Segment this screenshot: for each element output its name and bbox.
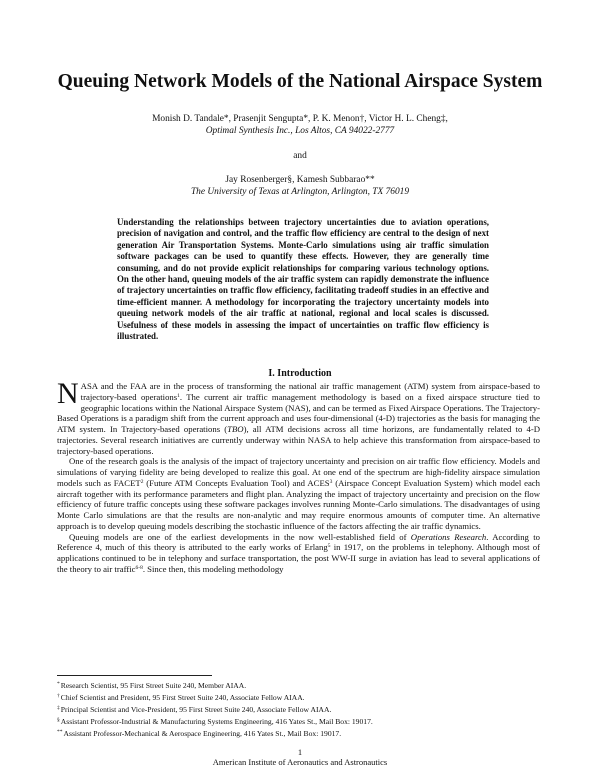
footnote xyxy=(57,679,547,691)
introduction-body xyxy=(57,377,541,575)
footnotes xyxy=(57,679,547,739)
footnote xyxy=(57,703,547,715)
p1-text-b: . The current air traffic management methodology is based on a fixed airspace structure tied to geographic locations within the National Airspace System (NAS), and can be termed as Fixed Airspace Operations. The Trajectory-Based Operations is a paradigm shift from the current approach and uses four-dimensional (4-D) trajectories as the basis for managing the ATM system. In Trajectory-based operations ( xyxy=(57,391,540,434)
ref-6-8: 6-8 xyxy=(135,564,143,571)
affiliation-1: Optimal Synthesis Inc., Los Altos, CA 94022-2777 xyxy=(205,126,395,136)
paper-title: Queuing Network Models of the National Airspace System xyxy=(57,71,543,92)
p1-text-c: ), all ATM decisions across all time horizons, are fundamentally related to 4-D trajectories. Several research initiatives are currently underway within NASA to help achieve this transformation from airspace-based to trajectory-based operations. xyxy=(57,424,540,456)
footnote-mark: ‡ xyxy=(57,705,60,711)
footnote-text: Principal Scientist and Vice-President, 95 First Street Suite 240, Associate Fellow AIAA. xyxy=(60,705,332,714)
ref-2: 2 xyxy=(140,478,144,485)
abstract-text: Understanding the relationships between trajectory uncertainties due to aviation operations, precision of navigation and control, and the traffic flow efficiency are central to the design of next generation Air Transportation Systems. Monte-Carlo simulations using air traffic simulation software packages can be used to quantify these effects. However, they are generally time consuming, and do not provide explicit relationships for comparing various technology options. On the other hand, queuing models of the air traffic system can rapidly demonstrate the influence of trajectory uncertainties on traffic flow efficiency, facilitating tradeoff studies in an effective and time-efficient manner. A methodology for incorporating the trajectory uncertainty models into queuing network models of the air traffic at national, regional and local scales is discussed. Usefulness of these models in assessing the impact of uncertainties on traffic flow efficiency is illustrated. xyxy=(117,217,489,342)
p3-text-d: . Since then, this modeling methodology xyxy=(142,563,284,574)
footnote-divider xyxy=(57,675,212,676)
footnote-mark: ** xyxy=(57,729,63,735)
footnote xyxy=(57,691,547,703)
ref-1: 1 xyxy=(177,392,180,399)
footnote xyxy=(57,727,547,739)
paragraph-2 xyxy=(57,456,540,531)
p3-text-a: Queuing models are one of the earliest developments in the now well-established field of xyxy=(69,531,411,542)
footnote-text: Research Scientist, 95 First Street Suite 240, Member AIAA. xyxy=(60,681,247,690)
operations-research-term: Operations Research xyxy=(410,531,487,542)
publisher-footer: American Institute of Aeronautics and Astronautics xyxy=(212,757,388,767)
section-heading-introduction: I. Introduction xyxy=(268,368,332,379)
footnote-mark: § xyxy=(57,717,60,723)
footnote-text: Assistant Professor-Industrial & Manufacturing Systems Engineering, 416 Yates St., Mail Box: 19017. xyxy=(60,717,373,726)
tbo-term: TBO xyxy=(227,424,244,434)
drop-cap: N xyxy=(57,377,79,410)
authors-line-2: Jay Rosenberger§, Kamesh Subbarao** xyxy=(225,175,375,185)
and-separator: and xyxy=(293,151,307,161)
paragraph-3 xyxy=(57,532,540,575)
footnote-mark: † xyxy=(57,693,60,699)
p1-text-a: ASA and the FAA are in the process of transforming the national air traffic management (ATM) system from airspace-based to trajectory-based operations xyxy=(80,381,540,402)
p2-text-a: One of the research goals is the analysis of the impact of trajectory uncertainty and precision on air traffic flow efficiency. Models and simulations of varying fidelity are being developed to realize this goal. At one end of the spectrum are high-fidelity airspace simulation models such as FACET xyxy=(57,456,540,488)
affiliation-2: The University of Texas at Arlington, Arlington, TX 76019 xyxy=(190,187,410,197)
footnote-text: Chief Scientist and President, 95 First Street Suite 240, Associate Fellow AIAA. xyxy=(60,693,305,702)
page-number: 1 xyxy=(297,747,303,757)
p2-text-b: (Future ATM Concepts Evaluation Tool) and ACES xyxy=(143,477,330,488)
authors-line-1: Monish D. Tandale*, Prasenjit Sengupta*, P. K. Menon†, Victor H. L. Cheng‡, xyxy=(152,114,448,124)
p2-text-c: (Airspace Concept Evaluation System) which model each aircraft together with its performance parameters and flight plan. Analyzing the impact of trajectory uncertainty and precision on the flow efficiency of future traffic concepts using these software packages involves running Monte-Carlo simulations. The disadvantages of using Monte Carlo simulations are that the results are non-analytic and may require enormous amounts of computer time. An alternative approach is to develop queuing models describing the stochastic influence of the factors affecting the air traffic dynamics. xyxy=(57,477,541,531)
footnote xyxy=(57,715,547,727)
ref-5: 5 xyxy=(327,543,331,550)
footnote-mark: * xyxy=(57,681,60,687)
p3-text-b: . According to Reference 4, much of this theory is attributed to the early works of Erlang xyxy=(57,531,540,553)
abstract xyxy=(117,217,489,342)
paragraph-1 xyxy=(57,377,540,456)
ref-3: 3 xyxy=(329,478,333,485)
p3-text-c: in 1917, on the problems in telephony. Although most of applications continued to be in telephony and surface transportation, the post WW-II surge in aviation has lead to several applications of the theory to air traffic xyxy=(57,542,540,574)
footnote-text: Assistant Professor-Mechanical & Aerospace Engineering, 416 Yates St., Mail Box: 19017. xyxy=(63,729,342,738)
